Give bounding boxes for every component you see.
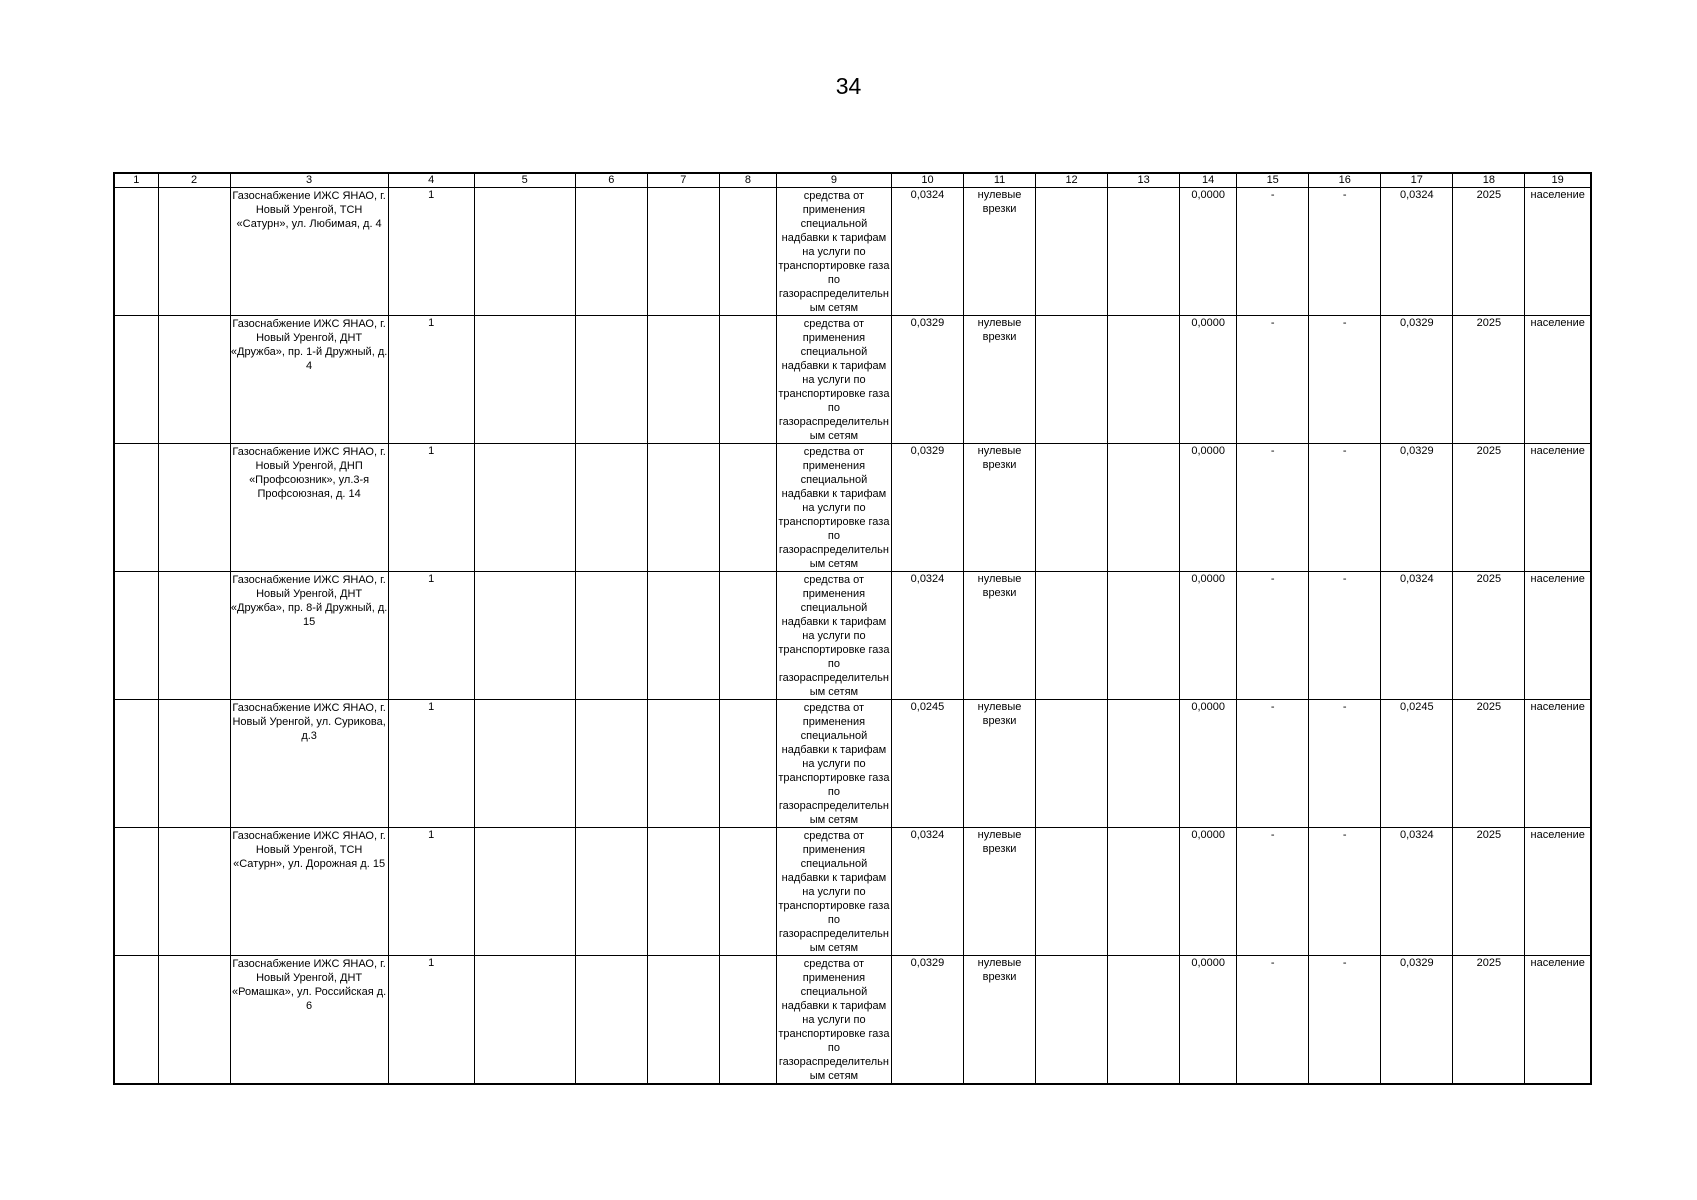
quantity-cell: 1: [388, 188, 474, 316]
cell-col-8: [719, 188, 776, 316]
cell-col-16: -: [1309, 188, 1381, 316]
cell-col-13: [1108, 444, 1180, 572]
column-number-19: 19: [1525, 173, 1591, 188]
table-row: [114, 316, 1591, 444]
cell-col-12: [1036, 188, 1108, 316]
object-name-cell: Газоснабжение ИЖС ЯНАО, г. Новый Уренгой, ТСН «Сатурн», ул. Дорожная д. 15: [230, 828, 388, 956]
cell-col-7: [647, 316, 719, 444]
cell-col-8: [719, 700, 776, 828]
cell-col-1: [114, 828, 158, 956]
cell-col-12: [1036, 700, 1108, 828]
cell-col-5: [474, 828, 575, 956]
column-number-2: 2: [158, 173, 230, 188]
value-col-10-cell: 0,0245: [891, 700, 963, 828]
column-number-10: 10: [891, 173, 963, 188]
cell-col-1: [114, 188, 158, 316]
year-cell: 2025: [1453, 828, 1525, 956]
column-number-3: 3: [230, 173, 388, 188]
cell-col-6: [575, 572, 647, 700]
cell-col-7: [647, 700, 719, 828]
consumer-category-cell: население: [1525, 188, 1591, 316]
object-name-cell: Газоснабжение ИЖС ЯНАО, г. Новый Уренгой, ул. Сурикова, д.3: [230, 700, 388, 828]
value-col-14-cell: 0,0000: [1180, 828, 1237, 956]
cell-col-13: [1108, 956, 1180, 1085]
cell-col-2: [158, 444, 230, 572]
cell-col-6: [575, 188, 647, 316]
cell-col-15: -: [1237, 572, 1309, 700]
quantity-cell: 1: [388, 956, 474, 1085]
table-row: [114, 700, 1591, 828]
funding-source-cell: средства от применения специальной надбавки к тарифам на услуги по транспортировке газа по газораспределительным сетям: [776, 700, 891, 828]
value-col-14-cell: 0,0000: [1180, 956, 1237, 1085]
object-name-cell: Газоснабжение ИЖС ЯНАО, г. Новый Уренгой, ТСН «Сатурн», ул. Любимая, д. 4: [230, 188, 388, 316]
table-row: [114, 444, 1591, 572]
cell-col-8: [719, 956, 776, 1085]
column-number-7: 7: [647, 173, 719, 188]
value-col-17-cell: 0,0329: [1381, 316, 1453, 444]
cell-col-1: [114, 444, 158, 572]
value-col-14-cell: 0,0000: [1180, 188, 1237, 316]
cell-col-1: [114, 316, 158, 444]
value-col-17-cell: 0,0329: [1381, 956, 1453, 1085]
cell-col-5: [474, 188, 575, 316]
quantity-cell: 1: [388, 828, 474, 956]
column-number-11: 11: [964, 173, 1036, 188]
cell-col-12: [1036, 316, 1108, 444]
year-cell: 2025: [1453, 188, 1525, 316]
cell-col-5: [474, 572, 575, 700]
connection-type-cell: нулевые врезки: [964, 572, 1036, 700]
cell-col-16: -: [1309, 444, 1381, 572]
column-number-13: 13: [1108, 173, 1180, 188]
quantity-cell: 1: [388, 572, 474, 700]
cell-col-8: [719, 828, 776, 956]
table-row: [114, 188, 1591, 316]
column-number-6: 6: [575, 173, 647, 188]
funding-source-cell: средства от применения специальной надбавки к тарифам на услуги по транспортировке газа по газораспределительным сетям: [776, 956, 891, 1085]
connection-type-cell: нулевые врезки: [964, 956, 1036, 1085]
cell-col-13: [1108, 700, 1180, 828]
cell-col-2: [158, 956, 230, 1085]
connection-type-cell: нулевые врезки: [964, 828, 1036, 956]
quantity-cell: 1: [388, 700, 474, 828]
column-number-15: 15: [1237, 173, 1309, 188]
cell-col-15: -: [1237, 316, 1309, 444]
column-number-9: 9: [776, 173, 891, 188]
quantity-cell: 1: [388, 444, 474, 572]
cell-col-2: [158, 828, 230, 956]
value-col-17-cell: 0,0324: [1381, 572, 1453, 700]
year-cell: 2025: [1453, 956, 1525, 1085]
value-col-17-cell: 0,0245: [1381, 700, 1453, 828]
data-table: [113, 172, 1592, 1085]
column-number-4: 4: [388, 173, 474, 188]
table-row: [114, 828, 1591, 956]
cell-col-7: [647, 956, 719, 1085]
funding-source-cell: средства от применения специальной надбавки к тарифам на услуги по транспортировке газа по газораспределительным сетям: [776, 444, 891, 572]
year-cell: 2025: [1453, 444, 1525, 572]
column-number-16: 16: [1309, 173, 1381, 188]
cell-col-2: [158, 700, 230, 828]
funding-source-cell: средства от применения специальной надбавки к тарифам на услуги по транспортировке газа по газораспределительным сетям: [776, 572, 891, 700]
year-cell: 2025: [1453, 700, 1525, 828]
cell-col-2: [158, 572, 230, 700]
object-name-cell: Газоснабжение ИЖС ЯНАО, г. Новый Уренгой, ДНТ «Дружба», пр. 8-й Дружный, д. 15: [230, 572, 388, 700]
connection-type-cell: нулевые врезки: [964, 316, 1036, 444]
page-number: 34: [835, 73, 862, 99]
cell-col-2: [158, 188, 230, 316]
funding-source-cell: средства от применения специальной надбавки к тарифам на услуги по транспортировке газа по газораспределительным сетям: [776, 828, 891, 956]
cell-col-16: -: [1309, 700, 1381, 828]
value-col-14-cell: 0,0000: [1180, 572, 1237, 700]
year-cell: 2025: [1453, 316, 1525, 444]
value-col-10-cell: 0,0324: [891, 572, 963, 700]
object-name-cell: Газоснабжение ИЖС ЯНАО, г. Новый Уренгой, ДНП «Профсоюзник», ул.3-я Профсоюзная, д. 14: [230, 444, 388, 572]
cell-col-15: -: [1237, 188, 1309, 316]
column-number-12: 12: [1036, 173, 1108, 188]
year-cell: 2025: [1453, 572, 1525, 700]
cell-col-5: [474, 700, 575, 828]
cell-col-6: [575, 700, 647, 828]
cell-col-5: [474, 316, 575, 444]
cell-col-15: -: [1237, 444, 1309, 572]
cell-col-6: [575, 316, 647, 444]
cell-col-15: -: [1237, 956, 1309, 1085]
cell-col-16: -: [1309, 828, 1381, 956]
consumer-category-cell: население: [1525, 316, 1591, 444]
cell-col-16: -: [1309, 572, 1381, 700]
funding-source-cell: средства от применения специальной надбавки к тарифам на услуги по транспортировке газа по газораспределительным сетям: [776, 316, 891, 444]
cell-col-7: [647, 828, 719, 956]
cell-col-1: [114, 700, 158, 828]
quantity-cell: 1: [388, 316, 474, 444]
value-col-17-cell: 0,0324: [1381, 828, 1453, 956]
column-number-17: 17: [1381, 173, 1453, 188]
connection-type-cell: нулевые врезки: [964, 444, 1036, 572]
cell-col-12: [1036, 444, 1108, 572]
cell-col-15: -: [1237, 700, 1309, 828]
cell-col-16: -: [1309, 956, 1381, 1085]
cell-col-1: [114, 956, 158, 1085]
table-row: [114, 572, 1591, 700]
cell-col-6: [575, 956, 647, 1085]
consumer-category-cell: население: [1525, 700, 1591, 828]
cell-col-7: [647, 444, 719, 572]
funding-source-cell: средства от применения специальной надбавки к тарифам на услуги по транспортировке газа по газораспределительным сетям: [776, 188, 891, 316]
cell-col-13: [1108, 828, 1180, 956]
column-number-18: 18: [1453, 173, 1525, 188]
cell-col-13: [1108, 572, 1180, 700]
cell-col-12: [1036, 828, 1108, 956]
cell-col-5: [474, 444, 575, 572]
cell-col-8: [719, 316, 776, 444]
cell-col-6: [575, 828, 647, 956]
value-col-10-cell: 0,0324: [891, 188, 963, 316]
cell-col-13: [1108, 188, 1180, 316]
consumer-category-cell: население: [1525, 572, 1591, 700]
cell-col-16: -: [1309, 316, 1381, 444]
cell-col-8: [719, 572, 776, 700]
column-number-1: 1: [114, 173, 158, 188]
object-name-cell: Газоснабжение ИЖС ЯНАО, г. Новый Уренгой, ДНТ «Дружба», пр. 1-й Дружный, д. 4: [230, 316, 388, 444]
value-col-14-cell: 0,0000: [1180, 700, 1237, 828]
cell-col-13: [1108, 316, 1180, 444]
value-col-10-cell: 0,0329: [891, 956, 963, 1085]
consumer-category-cell: население: [1525, 444, 1591, 572]
column-number-row: [114, 173, 1591, 188]
cell-col-1: [114, 572, 158, 700]
table-row: [114, 956, 1591, 1085]
cell-col-7: [647, 188, 719, 316]
cell-col-12: [1036, 956, 1108, 1085]
column-number-5: 5: [474, 173, 575, 188]
cell-col-2: [158, 316, 230, 444]
value-col-14-cell: 0,0000: [1180, 444, 1237, 572]
value-col-10-cell: 0,0329: [891, 444, 963, 572]
cell-col-6: [575, 444, 647, 572]
consumer-category-cell: население: [1525, 828, 1591, 956]
column-number-8: 8: [719, 173, 776, 188]
cell-col-7: [647, 572, 719, 700]
column-number-14: 14: [1180, 173, 1237, 188]
object-name-cell: Газоснабжение ИЖС ЯНАО, г. Новый Уренгой, ДНТ «Ромашка», ул. Российская д. 6: [230, 956, 388, 1085]
consumer-category-cell: население: [1525, 956, 1591, 1085]
connection-type-cell: нулевые врезки: [964, 188, 1036, 316]
value-col-14-cell: 0,0000: [1180, 316, 1237, 444]
cell-col-12: [1036, 572, 1108, 700]
value-col-10-cell: 0,0324: [891, 828, 963, 956]
cell-col-5: [474, 956, 575, 1085]
cell-col-15: -: [1237, 828, 1309, 956]
connection-type-cell: нулевые врезки: [964, 700, 1036, 828]
value-col-17-cell: 0,0329: [1381, 444, 1453, 572]
value-col-17-cell: 0,0324: [1381, 188, 1453, 316]
value-col-10-cell: 0,0329: [891, 316, 963, 444]
cell-col-8: [719, 444, 776, 572]
